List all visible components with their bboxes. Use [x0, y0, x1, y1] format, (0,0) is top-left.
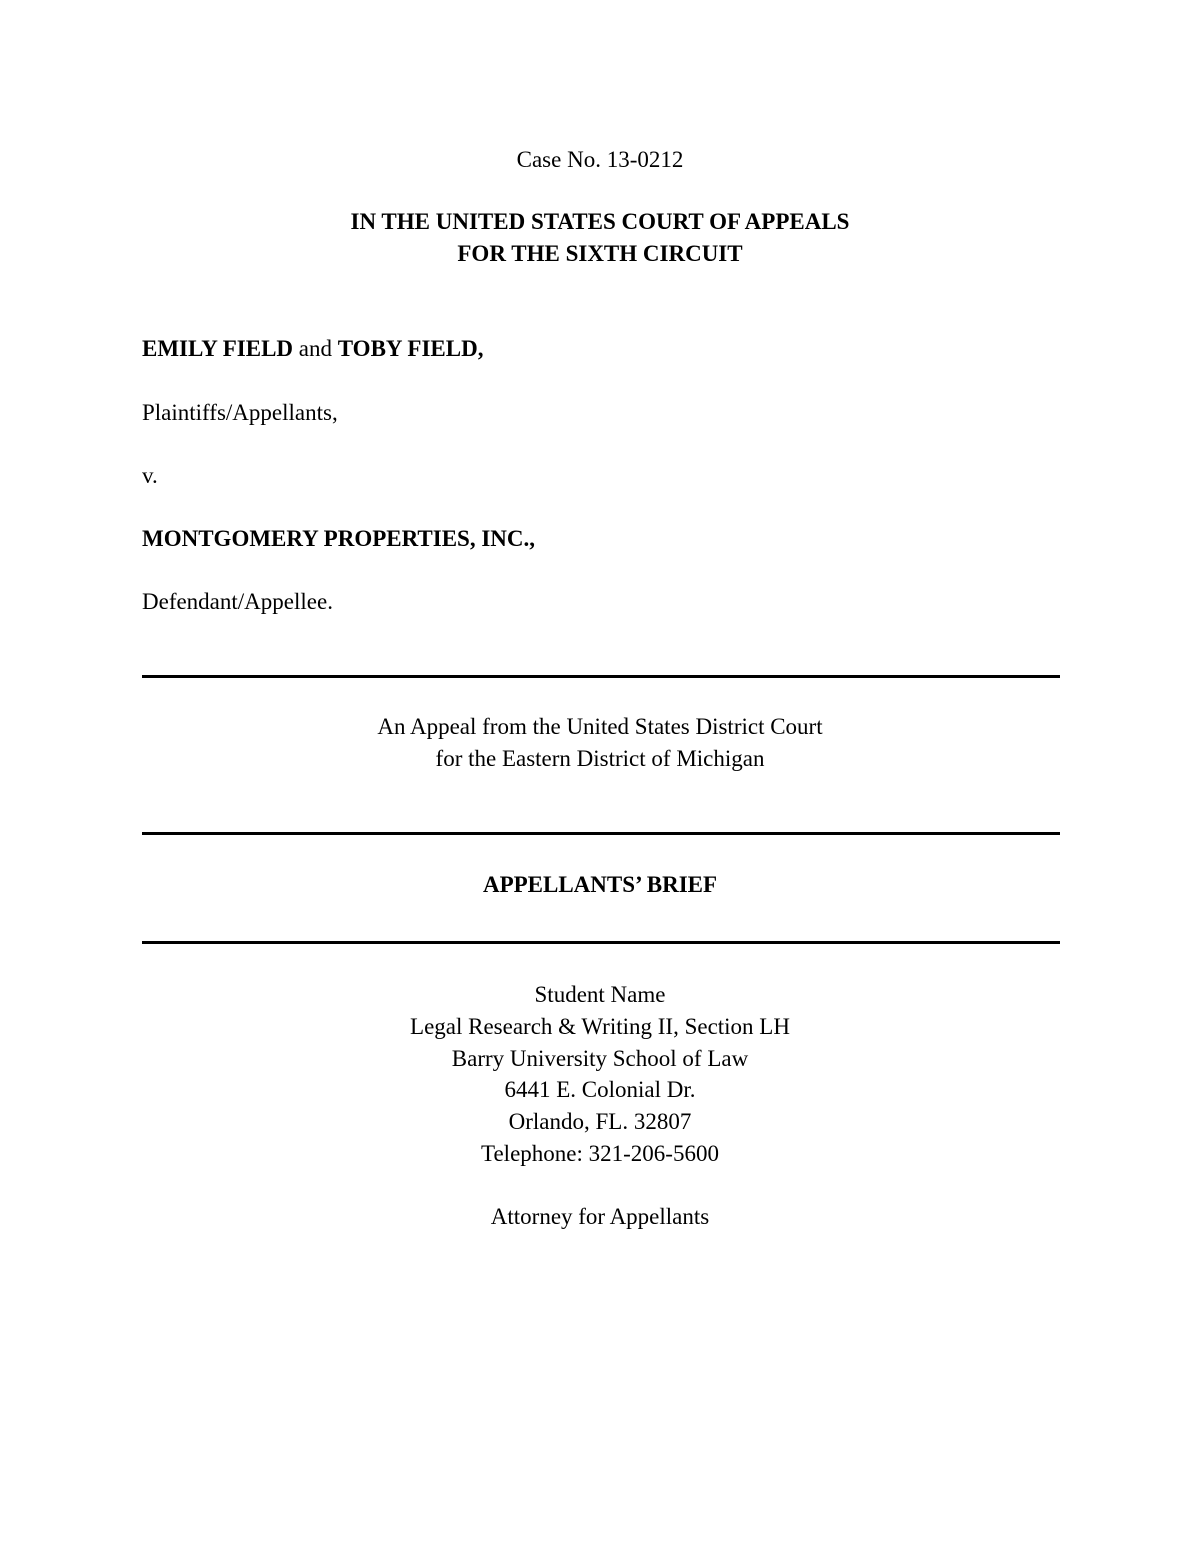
court-name-line-2: FOR THE SIXTH CIRCUIT: [457, 241, 743, 266]
attorney-city: Orlando, FL. 32807: [508, 1109, 692, 1134]
defendant-name: MONTGOMERY PROPERTIES, INC.,: [142, 526, 536, 551]
attorney-telephone: Telephone: 321-206-5600: [481, 1141, 719, 1166]
divider-rule: [142, 675, 1060, 678]
appeal-from-line-2: for the Eastern District of Michigan: [435, 746, 765, 771]
attorney-street: 6441 E. Colonial Dr.: [504, 1077, 696, 1102]
court-name-line-1: IN THE UNITED STATES COURT OF APPEALS: [350, 209, 850, 234]
case-number: Case No. 13-0212: [516, 147, 684, 172]
plaintiff-conjunction: and: [293, 336, 338, 361]
attorney-role: Attorney for Appellants: [490, 1204, 710, 1229]
plaintiff-name-2: TOBY FIELD,: [337, 336, 484, 361]
divider-rule: [142, 941, 1060, 944]
versus: v.: [142, 463, 158, 488]
divider-rule: [142, 832, 1060, 835]
attorney-course: Legal Research & Writing II, Section LH: [410, 1014, 790, 1039]
plaintiff-name-1: EMILY FIELD: [142, 336, 294, 361]
attorney-school: Barry University School of Law: [451, 1046, 749, 1071]
plaintiffs-names: [142, 333, 483, 365]
brief-title: APPELLANTS’ BRIEF: [482, 872, 718, 897]
defendant-role: Defendant/Appellee.: [142, 589, 333, 614]
plaintiff-role: Plaintiffs/Appellants,: [142, 400, 338, 425]
attorney-name: Student Name: [534, 982, 666, 1007]
appeal-from-line-1: An Appeal from the United States District Court: [377, 714, 823, 739]
